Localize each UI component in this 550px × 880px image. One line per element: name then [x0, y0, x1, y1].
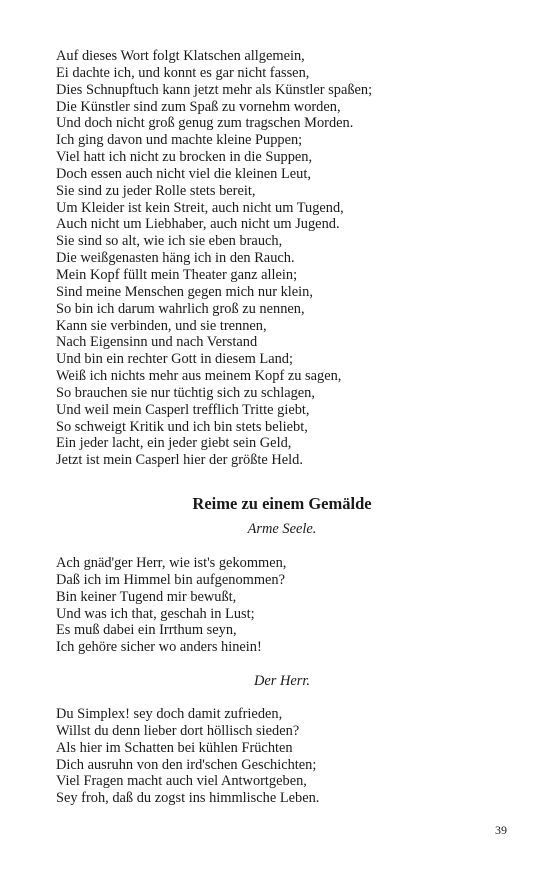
poem-line: Und was ich that, geschah in Lust; — [56, 605, 255, 622]
page-number: 39 — [495, 823, 507, 837]
poem-line: Um Kleider ist kein Streit, auch nicht um Tugend, — [56, 199, 344, 216]
poem-line: Sey froh, daß du zogst ins himmlische Leben. — [56, 790, 320, 807]
poem-main — [56, 48, 372, 469]
poem-line: Mein Kopf füllt mein Theater ganz allein; — [56, 266, 298, 283]
poem-line: So bin ich darum wahrlich groß zu nennen, — [56, 300, 305, 317]
poem-soul-stanza — [56, 555, 286, 656]
poem-line: Viel hatt ich nicht zu brocken in die Suppen, — [56, 149, 313, 166]
poem-line: Auch nicht um Liebhaber, auch nicht um Jugend. — [56, 216, 340, 233]
poem-line: Als hier im Schatten bei kühlen Früchten — [56, 739, 293, 756]
poem-line: Dies Schnupftuch kann jetzt mehr als Künstler spaßen; — [56, 81, 373, 98]
poem-line: Nach Eigensinn und nach Verstand — [56, 334, 258, 351]
poem-line: Ein jeder lacht, ein jeder giebt sein Geld, — [56, 435, 292, 452]
poem-line: Daß ich im Himmel bin aufgenommen? — [56, 571, 285, 588]
poem-line: Und bin ein rechter Gott in diesem Land; — [56, 351, 293, 368]
poem-line: Und doch nicht groß genug zum tragschen Morden. — [56, 115, 354, 132]
poem-line: Die weißgenasten häng ich in den Rauch. — [56, 250, 295, 267]
poem-line: Auf dieses Wort folgt Klatschen allgemein, — [56, 48, 305, 64]
poem-line: Ich ging davon und machte kleine Puppen; — [56, 132, 303, 149]
poem-line: Ich gehöre sicher wo anders hinein! — [56, 639, 262, 656]
poem-line: So brauchen sie nur tüchtig sich zu schlagen, — [56, 384, 315, 401]
poem-line: Bin keiner Tugend mir bewußt, — [56, 588, 237, 605]
section-title: Reime zu einem Gemälde — [192, 494, 372, 513]
poem-line: Willst du denn lieber dort höllisch sieden? — [56, 722, 300, 739]
poem-line: Du Simplex! sey doch damit zufrieden, — [56, 706, 283, 722]
poem-line: Sie sind so alt, wie ich sie eben brauch, — [56, 233, 283, 250]
poem-lord-stanza — [56, 706, 319, 807]
poem-line: Die Künstler sind zum Spaß zu vornehm worden, — [56, 98, 341, 115]
poem-line: Kann sie verbinden, und sie trennen, — [56, 317, 267, 334]
poem-line: Weiß ich nichts mehr aus meinem Kopf zu sagen, — [56, 368, 342, 385]
poem-line: Jetzt ist mein Casperl hier der größte Held. — [56, 452, 303, 469]
poem-line: So schweigt Kritik und ich bin stets beliebt, — [56, 418, 308, 435]
poem-line: Es muß dabei ein Irrthum seyn, — [56, 622, 237, 639]
poem-line: Sind meine Menschen gegen mich nur klein, — [56, 283, 313, 300]
poem-line: Ach gnäd'ger Herr, wie ist's gekommen, — [56, 555, 287, 571]
speaker-label-soul: Arme Seele. — [247, 521, 317, 537]
speaker-label-lord: Der Herr. — [254, 673, 310, 689]
poem-line: Viel Fragen macht auch viel Antwortgeben, — [56, 773, 307, 790]
poem-line: Doch essen auch nicht viel die kleinen Leut, — [56, 165, 311, 182]
poem-line: Sie sind zu jeder Rolle stets bereit, — [56, 182, 256, 199]
poem-line: Dich ausruhn von den ird'schen Geschichten; — [56, 756, 317, 773]
poem-line: Und weil mein Casperl trefflich Tritte giebt, — [56, 401, 310, 418]
poem-line: Ei dachte ich, und konnt es gar nicht fassen, — [56, 64, 310, 81]
